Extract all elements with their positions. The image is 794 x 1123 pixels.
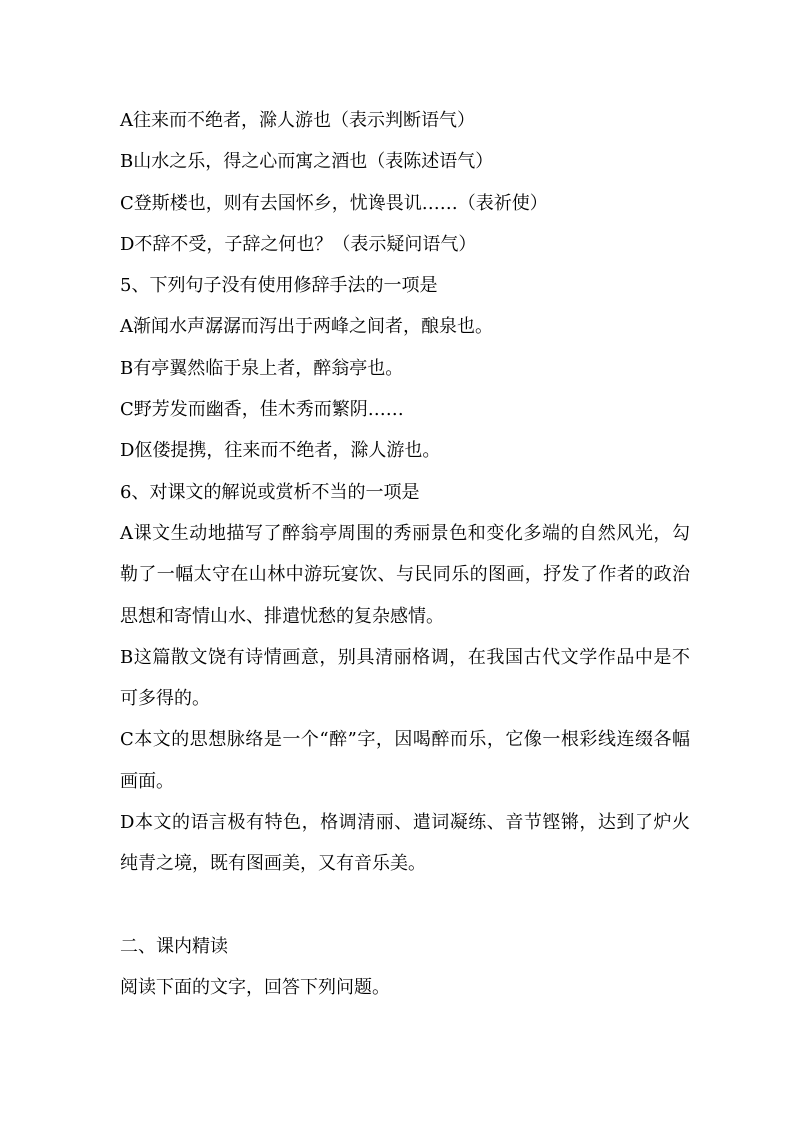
q6-option-b: B这篇散文饶有诗情画意，别具清丽格调，在我国古代文学作品中是不可多得的。: [120, 646, 690, 710]
q6-option-a: A课文生动地描写了醉翁亭周围的秀丽景色和变化多端的自然风光，勾勒了一幅太守在山林中游玩宴饮、与民同乐的图画，抒发了作者的政治思想和寄情山水、排遣忧愁的复杂感情。: [120, 522, 690, 627]
section-spacer: [120, 885, 714, 926]
section-instruction: 阅读下面的文字，回答下列问题。: [120, 977, 390, 999]
q6-option-d: D本文的语言极有特色，格调清丽、遣词凝练、音节铿锵，达到了炉火纯青之境，既有图画美，又有音乐美。: [120, 812, 690, 875]
q5-option-a: A渐闻水声潺潺而泻出于两峰之间者，酿泉也。: [120, 316, 493, 338]
q4-option-c: C登斯楼也，则有去国怀乡，忧谗畏讥……（表祈使）: [120, 192, 548, 214]
q6-option-c: C本文的思想脉络是一个“醉”字，因喝醉而乐，它像一根彩线连缀各幅画面。: [120, 729, 690, 792]
q4-option-d: D不辞不受，子辞之何也？（表示疑问语气）: [120, 233, 477, 255]
q5-option-c: C野芳发而幽香，佳木秀而繁阴……: [120, 399, 404, 421]
section-heading: 二、课内精读: [120, 935, 228, 957]
q6-stem: 6、对课文的解说或赏析不当的一项是: [120, 481, 420, 503]
q5-option-b: B有亭翼然临于泉上者，醉翁亭也。: [120, 357, 404, 379]
q5-stem: 5、下列句子没有使用修辞手法的一项是: [120, 275, 438, 297]
q5-option-d: D伛偻提携，往来而不绝者，滁人游也。: [120, 440, 441, 462]
q4-option-a: A往来而不绝者，滁人游也（表示判断语气）: [120, 110, 475, 131]
q4-option-b: B山水之乐，得之心而寓之酒也（表陈述语气）: [120, 151, 494, 173]
